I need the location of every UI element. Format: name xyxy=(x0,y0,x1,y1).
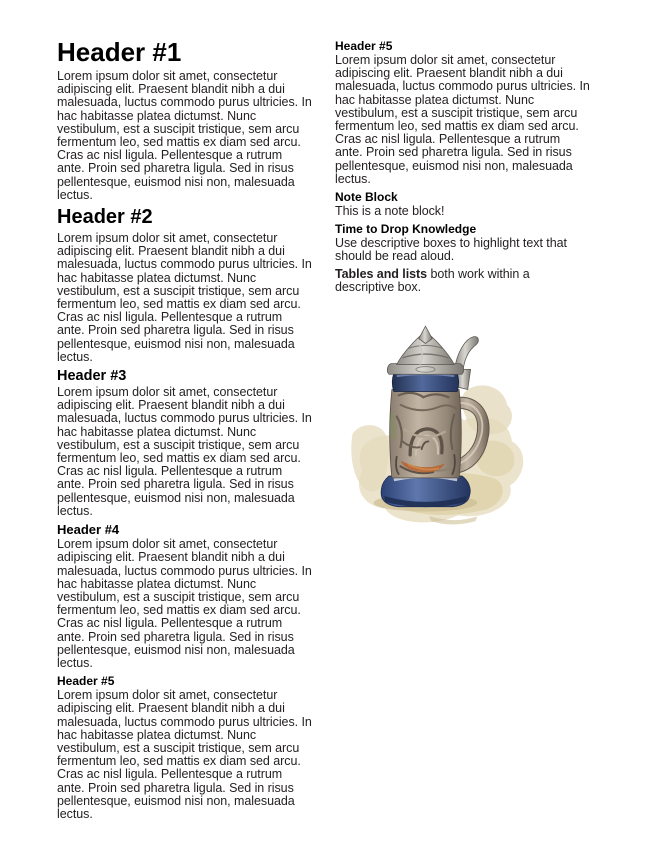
knowledge-block-title: Time to Drop Knowledge xyxy=(335,222,477,237)
section-header-3 xyxy=(57,368,313,518)
section-header-4 xyxy=(57,522,313,670)
section-header-5 xyxy=(57,674,313,821)
header-4-title: Header #4 xyxy=(57,522,120,538)
header-1-title: Header #1 xyxy=(57,37,182,67)
left-column xyxy=(57,38,313,844)
header-2-title: Header #2 xyxy=(57,206,153,229)
header-4-paragraph: Lorem ipsum dolor sit amet, consectetur adipiscing elit. Praesent blandit nibh a dui malesuada, luctus commodo purus ultricies. In hac habitasse platea dictumst. Nunc vestibulum, est a suscipit tristique, sem arcu fermentum leo, sed mattis ex diam sed arcu. Cras ac nisl ligula. Pellentesque a rutrum ante. Proin sed pharetra ligula. Sed in risus pellentesque, euismod nisi non, malesuada lectus. xyxy=(57,537,312,670)
tables-note xyxy=(335,268,591,294)
tables-note-rest: both work within a descriptive box. xyxy=(335,266,530,294)
header-5-paragraph: Lorem ipsum dolor sit amet, consectetur adipiscing elit. Praesent blandit nibh a dui malesuada, luctus commodo purus ultricies. In hac habitasse platea dictumst. Nunc vestibulum, est a suscipit tristique, sem arcu fermentum leo, sed mattis ex diam sed arcu. Cras ac nisl ligula. Pellentesque a rutrum ante. Proin sed pharetra ligula. Sed in risus pellentesque, euismod nisi non, malesuada lectus. xyxy=(57,688,312,821)
header-5-right-title: Header #5 xyxy=(335,39,393,53)
right-column xyxy=(335,38,591,844)
knowledge-block xyxy=(335,222,591,263)
beer-stein-illustration xyxy=(341,321,581,533)
note-block xyxy=(335,190,591,218)
header-5-right-paragraph: Lorem ipsum dolor sit amet, consectetur adipiscing elit. Praesent blandit nibh a dui malesuada, luctus commodo purus ultricies. In hac habitasse platea dictumst. Nunc vestibulum, est a suscipit tristique, sem arcu fermentum leo, sed mattis ex diam sed arcu. Cras ac nisl ligula. Pellentesque a rutrum ante. Proin sed pharetra ligula. Sed in risus pellentesque, euismod nisi non, malesuada lectus. xyxy=(335,53,590,186)
header-5-title: Header #5 xyxy=(57,674,115,689)
section-header-5-right xyxy=(335,39,591,186)
header-3-title: Header #3 xyxy=(57,368,127,385)
note-block-body: This is a note block! xyxy=(335,204,445,219)
header-2-paragraph: Lorem ipsum dolor sit amet, consectetur adipiscing elit. Praesent blandit nibh a dui malesuada, luctus commodo purus ultricies. In hac habitasse platea dictumst. Nunc vestibulum, est a suscipit tristique, sem arcu fermentum leo, sed mattis ex diam sed arcu. Cras ac nisl ligula. Pellentesque a rutrum ante. Proin sed pharetra ligula. Sed in risus pellentesque, euismod nisi non, malesuada lectus. xyxy=(57,231,312,364)
section-header-2 xyxy=(57,206,313,364)
note-block-title: Note Block xyxy=(335,190,398,205)
tables-note-bold: Tables and lists xyxy=(335,266,428,281)
header-1-paragraph: Lorem ipsum dolor sit amet, consectetur adipiscing elit. Praesent blandit nibh a dui malesuada, luctus commodo purus ultricies. In hac habitasse platea dictumst. Nunc vestibulum, est a suscipit tristique, sem arcu fermentum leo, sed mattis ex diam sed arcu. Cras ac nisl ligula. Pellentesque a rutrum ante. Proin sed pharetra ligula. Sed in risus pellentesque, euismod nisi non, malesuada lectus. xyxy=(57,69,312,202)
knowledge-block-body: Use descriptive boxes to highlight text that should be read aloud. xyxy=(335,236,567,264)
section-header-1 xyxy=(57,38,313,202)
beer-stein-svg xyxy=(341,321,581,533)
header-3-paragraph: Lorem ipsum dolor sit amet, consectetur adipiscing elit. Praesent blandit nibh a dui malesuada, luctus commodo purus ultricies. In hac habitasse platea dictumst. Nunc vestibulum, est a suscipit tristique, sem arcu fermentum leo, sed mattis ex diam sed arcu. Cras ac nisl ligula. Pellentesque a rutrum ante. Proin sed pharetra ligula. Sed in risus pellentesque, euismod nisi non, malesuada lectus. xyxy=(57,385,312,518)
